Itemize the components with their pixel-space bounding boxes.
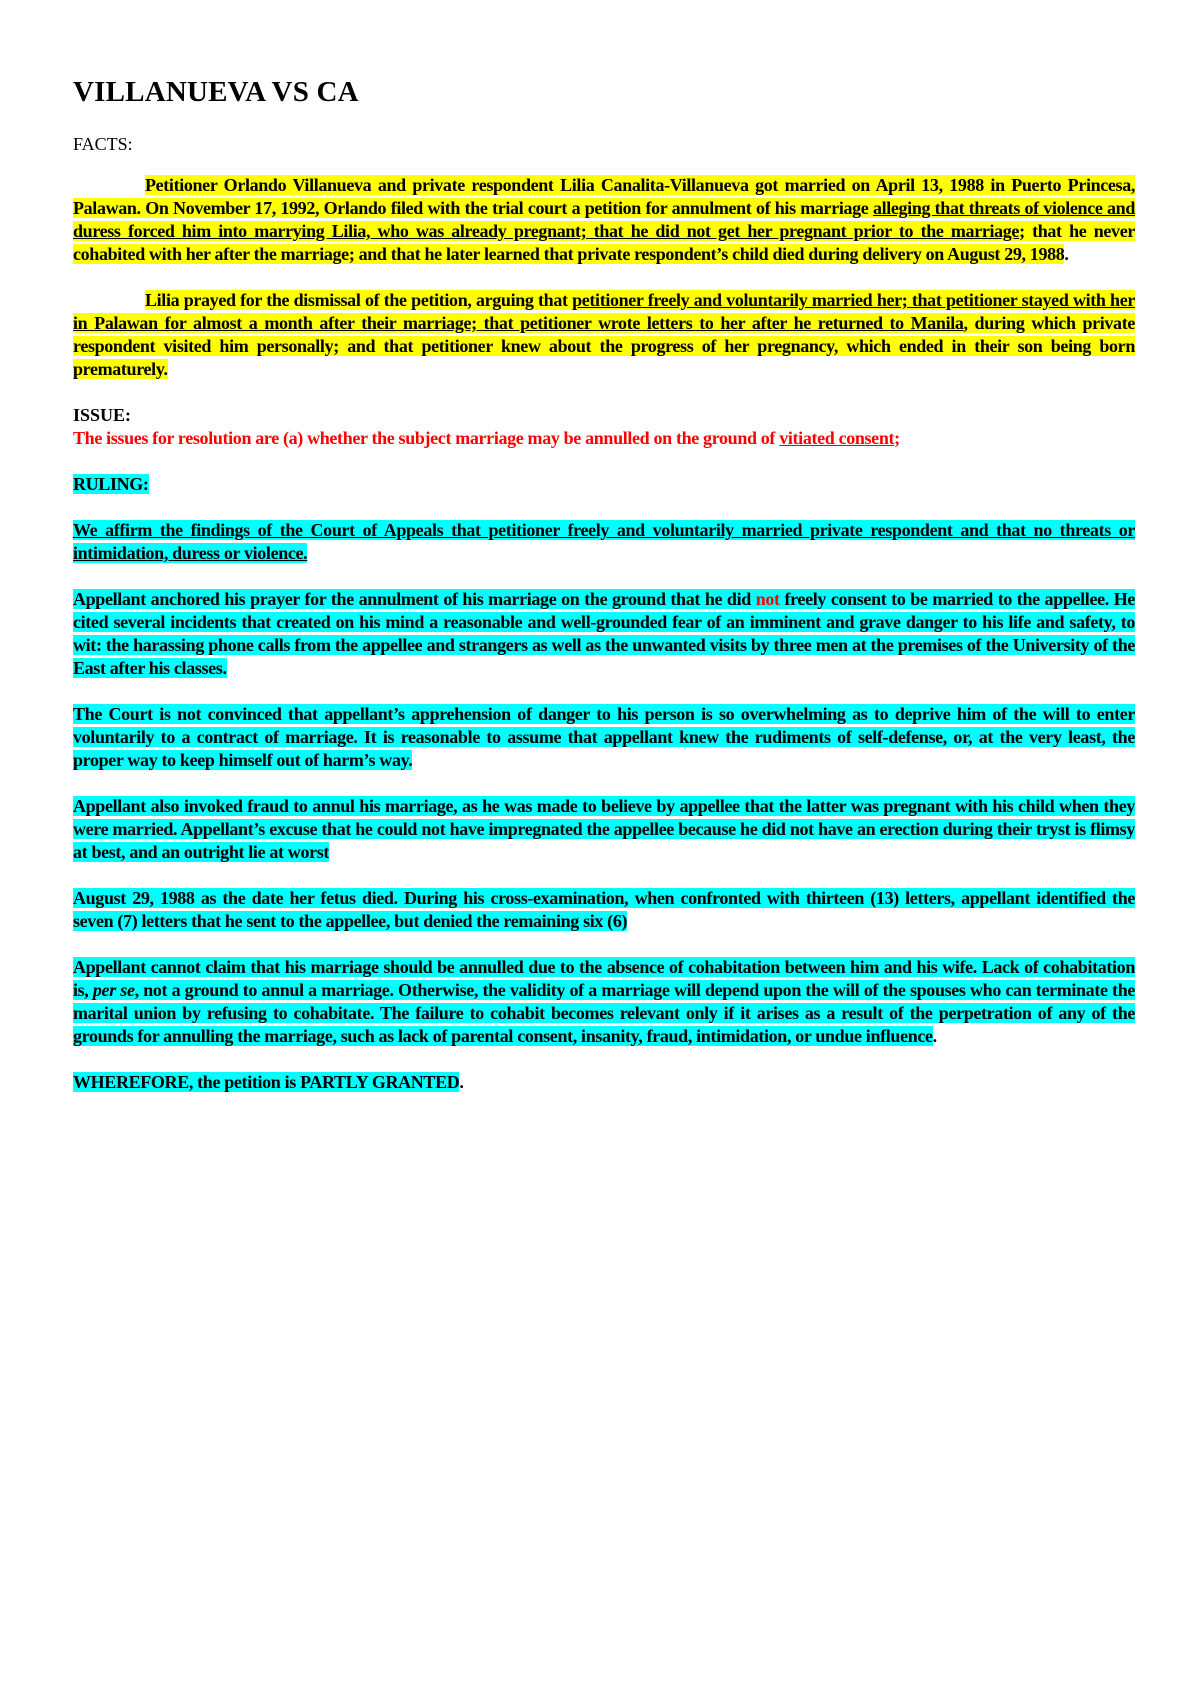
ruling-heading: RULING: [73,474,149,494]
facts-p2-text: Lilia prayed for the dismissal of the petition, arguing that [145,290,573,310]
issue-heading: ISSUE: [73,405,132,425]
ruling-p6-period: . [932,1026,937,1046]
facts-p1-period: . [1064,244,1069,264]
ruling-p2-text-2: freely consent to be married to the appellee. He cited several incidents that created on his mind a reasonable and well-grounded fear of an imminent and grave danger to his life and safety, to wit: the harassing phone calls from the appellee and strangers as well as the unwanted visits by three men at the premises of the University of the East after his classes. [73,589,1135,678]
facts-p1-text: Petitioner Orlando Villanueva and private respondent Lilia Canalita-Villanueva got married on April 13, 1988 in Puerto Princesa, Palawan. On November 17, 1992, Orlando filed with the trial court a petition for annulment of his marriage [73,175,1135,218]
ruling-p7-text: WHEREFORE, the petition is PARTLY GRANTED [73,1072,460,1092]
ruling-p2-not: not [755,589,780,609]
document-title: VILLANUEVA VS CA [73,76,359,108]
ruling-paragraph-4 [73,795,1135,864]
ruling-paragraph-2 [73,588,1135,680]
ruling-p5-text: August 29, 1988 as the date her fetus died. During his cross-examination, when confronted with thirteen (13) letters, appellant identified the seven (7) letters that he sent to the appellee, but denied the remaining six (6) [73,888,1135,931]
ruling-p7-period: . [459,1072,464,1092]
facts-paragraph-2 [73,289,1135,381]
facts-p2-text-2: , during which private respondent visited him personally; and that petitioner knew about the progress of her pregnancy, which ended in their son being born prematurely. [73,313,1135,379]
document-body [73,72,1135,1094]
ruling-p3-text: The Court is not convinced that appellant’s apprehension of danger to his person is so overwhelming as to deprive him of the will to enter voluntarily to a contract of marriage. It is reasonable to assume that appellant knew the rudiments of self-defense, or, at the very least, the proper way to keep himself out of harm’s way. [73,704,1135,770]
facts-p2-underlined: petitioner freely and voluntarily married her; that petitioner stayed with her in Palawan for almost a month after their marriage; that petitioner wrote letters to her after he returned to Manila [73,290,1135,333]
ruling-p6-text: Appellant cannot claim that his marriage should be annulled due to the absence of cohabitation between him and his wife. Lack of cohabitation is, [73,957,1135,1000]
ruling-heading-line [73,473,1135,496]
ruling-p2-text: Appellant anchored his prayer for the annulment of his marriage on the ground that he did [73,589,756,609]
ruling-p6-italic: per se [92,980,135,1000]
issue-text-main: The issues for resolution are (a) whether the subject marriage may be annulled on the ground of [73,428,780,448]
facts-p1-underlined: alleging that threats of violence and duress forced him into marrying Lilia, who was already pregnant; that he did not get her pregnant prior to the marriage [73,198,1135,241]
issue-end: ; [894,428,900,448]
ruling-paragraph-6 [73,956,1135,1048]
ruling-p1-text: We affirm the findings of the Court of Appeals that petitioner freely and voluntarily married private respondent and that no threats or intimidation, duress or violence. [73,520,1135,563]
ruling-p4-text: Appellant also invoked fraud to annul his marriage, as he was made to believe by appellee that the latter was pregnant with his child when they were married. Appellant’s excuse that he could not have impregnated the appellee because he did not have an erection during their tryst is flimsy at best, and an outright lie at worst [73,796,1135,862]
ruling-p6-text-2: , not a ground to annul a marriage. Otherwise, the validity of a marriage will depend upon the will of the spouses who can terminate the marital union by refusing to cohabitate. The failure to cohabit becomes relevant only if it arises as a result of the perpetration of any of the grounds for annulling the marriage, such as lack of parental consent, insanity, fraud, intimidation, or undue influence [73,980,1136,1046]
ruling-paragraph-7 [73,1071,1135,1094]
facts-p1-text-2: ; that he never cohabited with her after the marriage; and that he later learned that private respondent’s child died during delivery on August 29, 1988 [73,221,1135,264]
issue-underlined: vitiated consent [779,428,895,448]
ruling-paragraph-1 [73,519,1135,565]
facts-heading: FACTS: [73,134,133,154]
ruling-paragraph-5 [73,887,1135,933]
ruling-paragraph-3 [73,703,1135,772]
facts-paragraph-1 [73,174,1135,266]
issue-text [73,427,1135,450]
